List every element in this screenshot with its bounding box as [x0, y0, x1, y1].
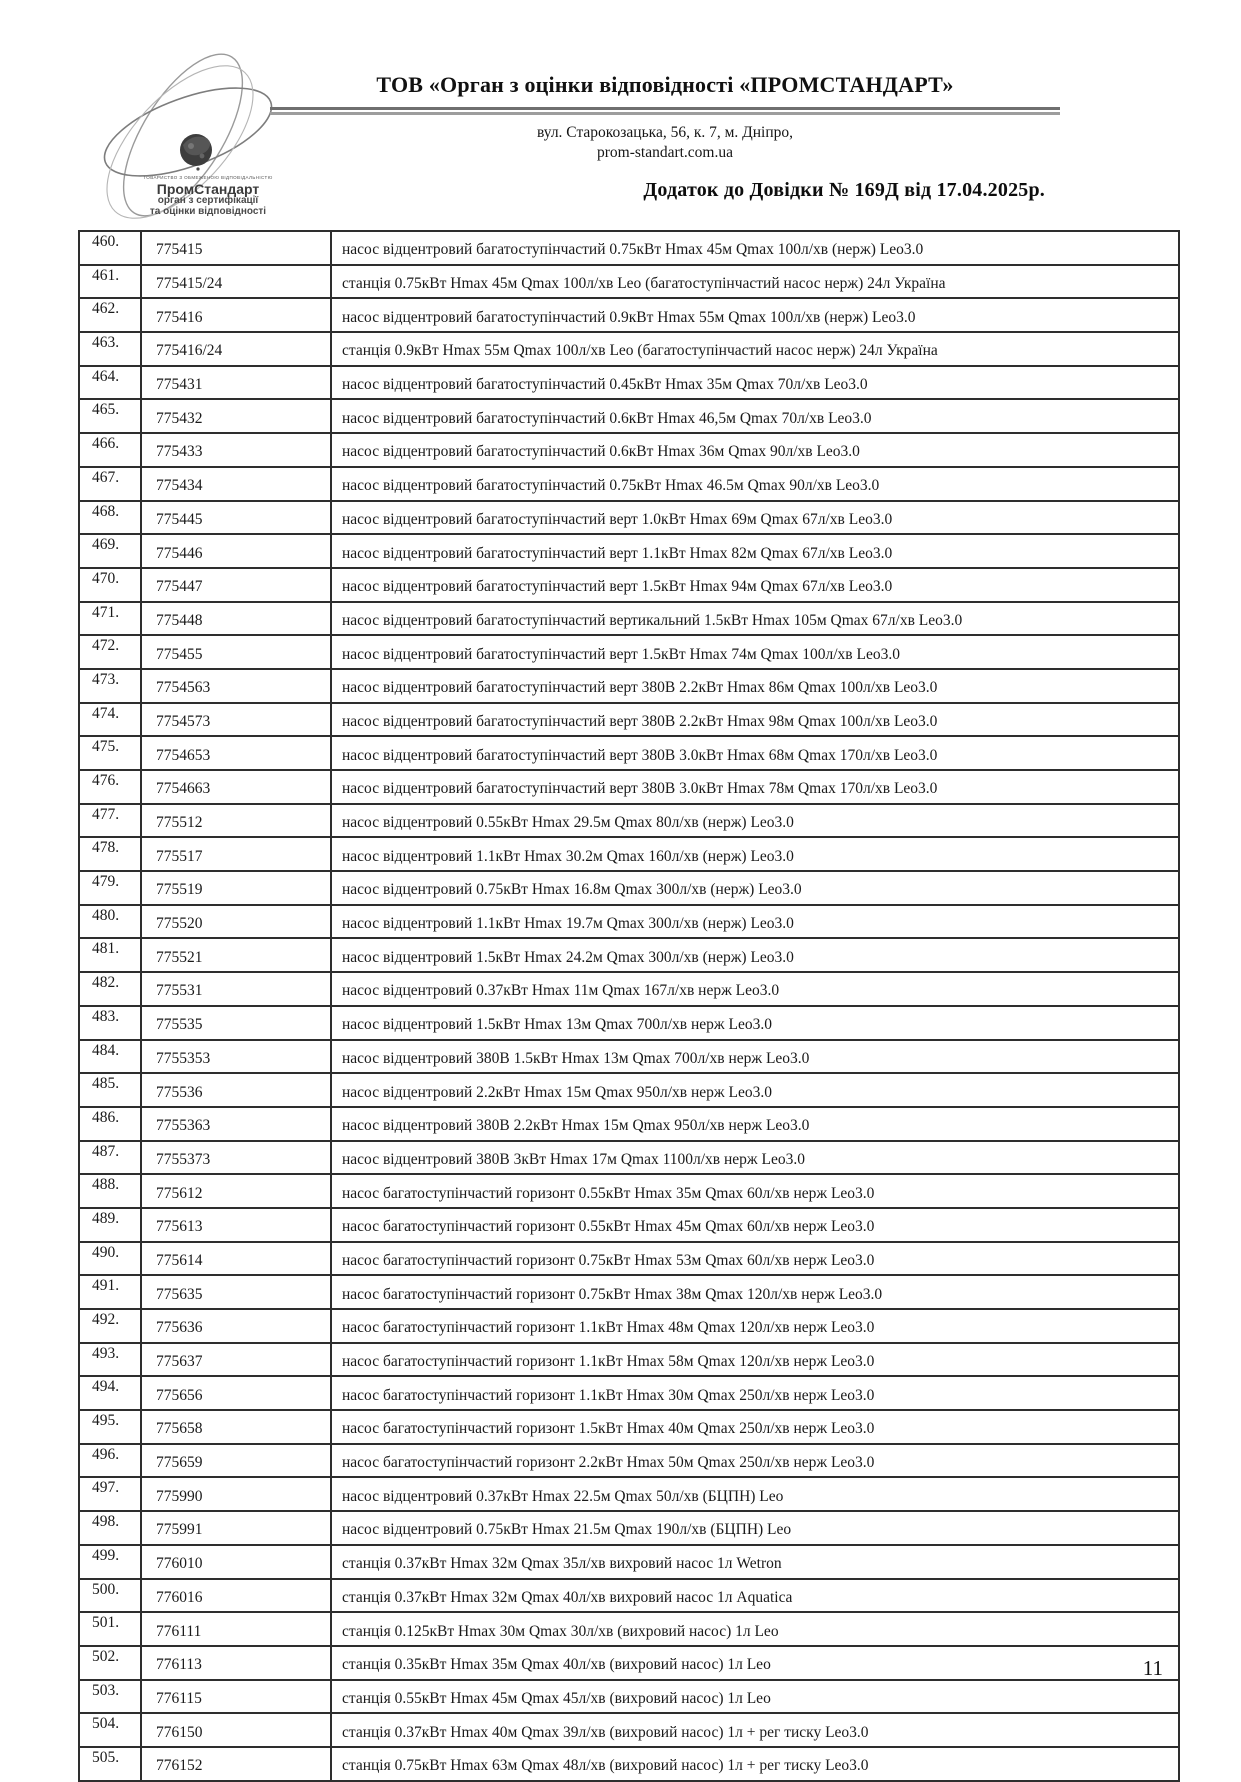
- table-row: [79, 1343, 1179, 1377]
- company-name: ТОВ «Орган з оцінки відповідності «ПРОМСТАНДАРТ»: [376, 72, 954, 97]
- product-code-cell: 775536: [141, 1073, 331, 1107]
- table-row: [79, 1444, 1179, 1478]
- row-number-cell: 473.: [79, 669, 141, 703]
- product-code-cell: 775635: [141, 1275, 331, 1309]
- product-code-cell: 775431: [141, 366, 331, 400]
- product-description-cell: насос відцентровий багатоступінчастий верт 380В 3.0кВт Hmax 68м Qmax 170л/хв Leo3.0: [331, 736, 1179, 770]
- table-row: [79, 1208, 1179, 1242]
- table-row: [79, 534, 1179, 568]
- row-number-cell: 499.: [79, 1545, 141, 1579]
- row-number-cell: 482.: [79, 972, 141, 1006]
- product-code-cell: 775433: [141, 433, 331, 467]
- row-number-cell: 485.: [79, 1073, 141, 1107]
- row-number-cell: 486.: [79, 1107, 141, 1141]
- product-description-cell: насос відцентровий багатоступінчастий верт 380В 2.2кВт Hmax 98м Qmax 100л/хв Leo3.0: [331, 703, 1179, 737]
- row-number-cell: 479.: [79, 871, 141, 905]
- table-row: [79, 602, 1179, 636]
- product-description-cell: насос відцентровий багатоступінчастий верт 380В 2.2кВт Hmax 86м Qmax 100л/хв Leo3.0: [331, 669, 1179, 703]
- row-number-cell: 504.: [79, 1713, 141, 1747]
- product-description-cell: насос відцентровий багатоступінчастий 0.75кВт Hmax 45м Qmax 100л/хв (нерж) Leo3.0: [331, 231, 1179, 265]
- table-row: [79, 1006, 1179, 1040]
- header-divider: [270, 107, 1060, 115]
- product-code-cell: 775446: [141, 534, 331, 568]
- table-row: [79, 399, 1179, 433]
- table-row: [79, 770, 1179, 804]
- product-code-cell: 775519: [141, 871, 331, 905]
- table-row: [79, 433, 1179, 467]
- product-code-cell: 776113: [141, 1646, 331, 1680]
- product-description-cell: станція 0.37кВт Hmax 32м Qmax 40л/хв вихровий насос 1л Aquatica: [331, 1579, 1179, 1613]
- table-row: [79, 231, 1179, 265]
- row-number-cell: 505.: [79, 1747, 141, 1781]
- product-code-cell: 775991: [141, 1511, 331, 1545]
- row-number-cell: 476.: [79, 770, 141, 804]
- table-row: [79, 1545, 1179, 1579]
- product-code-cell: 775636: [141, 1309, 331, 1343]
- row-number-cell: 468.: [79, 501, 141, 535]
- product-description-cell: насос відцентровий 1.5кВт Hmax 24.2м Qmax 300л/хв (нерж) Leo3.0: [331, 938, 1179, 972]
- row-number-cell: 489.: [79, 1208, 141, 1242]
- row-number-cell: 493.: [79, 1343, 141, 1377]
- product-code-cell: 775448: [141, 602, 331, 636]
- table-row: [79, 332, 1179, 366]
- row-number-cell: 494.: [79, 1376, 141, 1410]
- product-code-cell: 775434: [141, 467, 331, 501]
- product-description-cell: станція 0.9кВт Hmax 55м Qmax 100л/хв Leo (багатоступінчастий насос нерж) 24л Україна: [331, 332, 1179, 366]
- product-code-cell: 7754663: [141, 770, 331, 804]
- product-code-cell: 7755353: [141, 1040, 331, 1074]
- product-description-cell: насос багатоступінчастий горизонт 0.55кВт Hmax 45м Qmax 60л/хв нерж Leo3.0: [331, 1208, 1179, 1242]
- table-row: [79, 837, 1179, 871]
- company-address: вул. Старокозацька, 56, к. 7, м. Дніпро,: [536, 124, 794, 141]
- table-row: [79, 703, 1179, 737]
- product-code-cell: 775535: [141, 1006, 331, 1040]
- row-number-cell: 467.: [79, 467, 141, 501]
- product-code-cell: 776010: [141, 1545, 331, 1579]
- row-number-cell: 475.: [79, 736, 141, 770]
- product-description-cell: насос багатоступінчастий горизонт 0.75кВт Hmax 53м Qmax 60л/хв нерж Leo3.0: [331, 1242, 1179, 1276]
- product-description-cell: насос багатоступінчастий горизонт 0.55кВт Hmax 35м Qmax 60л/хв нерж Leo3.0: [331, 1174, 1179, 1208]
- product-description-cell: насос багатоступінчастий горизонт 2.2кВт Hmax 50м Qmax 250л/хв нерж Leo3.0: [331, 1444, 1179, 1478]
- table-row: [79, 1309, 1179, 1343]
- product-description-cell: насос відцентровий 0.37кВт Hmax 22.5м Qmax 50л/хв (БЦПН) Leo: [331, 1477, 1179, 1511]
- row-number-cell: 488.: [79, 1174, 141, 1208]
- table-row: [79, 1275, 1179, 1309]
- product-code-cell: 776016: [141, 1579, 331, 1613]
- product-code-cell: 776115: [141, 1680, 331, 1714]
- row-number-cell: 464.: [79, 366, 141, 400]
- table-row: [79, 1747, 1179, 1781]
- table-row: [79, 1477, 1179, 1511]
- table-row: [79, 265, 1179, 299]
- row-number-cell: 472.: [79, 635, 141, 669]
- product-description-cell: насос відцентровий 1.1кВт Hmax 19.7м Qmax 300л/хв (нерж) Leo3.0: [331, 905, 1179, 939]
- table-row: [79, 736, 1179, 770]
- product-code-cell: 775432: [141, 399, 331, 433]
- table-row: [79, 1073, 1179, 1107]
- product-description-cell: насос багатоступінчастий горизонт 0.75кВт Hmax 38м Qmax 120л/хв нерж Leo3.0: [331, 1275, 1179, 1309]
- product-code-cell: 7754653: [141, 736, 331, 770]
- row-number-cell: 470.: [79, 568, 141, 602]
- row-number-cell: 460.: [79, 231, 141, 265]
- table-row: [79, 366, 1179, 400]
- row-number-cell: 474.: [79, 703, 141, 737]
- table-row: [79, 1713, 1179, 1747]
- table-row: [79, 467, 1179, 501]
- product-description-cell: насос відцентровий 0.75кВт Hmax 16.8м Qmax 300л/хв (нерж) Leo3.0: [331, 871, 1179, 905]
- row-number-cell: 496.: [79, 1444, 141, 1478]
- row-number-cell: 484.: [79, 1040, 141, 1074]
- table-row: [79, 1646, 1179, 1680]
- row-number-cell: 478.: [79, 837, 141, 871]
- row-number-cell: 501.: [79, 1612, 141, 1646]
- product-description-cell: насос багатоступінчастий горизонт 1.1кВт Hmax 30м Qmax 250л/хв нерж Leo3.0: [331, 1376, 1179, 1410]
- row-number-cell: 491.: [79, 1275, 141, 1309]
- product-code-cell: 775517: [141, 837, 331, 871]
- product-code-cell: 775613: [141, 1208, 331, 1242]
- logo-name: ПромСтандарт: [156, 180, 260, 197]
- product-code-cell: 775520: [141, 905, 331, 939]
- product-code-cell: 775416: [141, 298, 331, 332]
- product-description-cell: станція 0.55кВт Hmax 45м Qmax 45л/хв (вихровий насос) 1л Leo: [331, 1680, 1179, 1714]
- table-row: [79, 298, 1179, 332]
- row-number-cell: 483.: [79, 1006, 141, 1040]
- product-description-cell: станція 0.37кВт Hmax 40м Qmax 39л/хв (вихровий насос) 1л + рег тиску Leo3.0: [331, 1713, 1179, 1747]
- row-number-cell: 469.: [79, 534, 141, 568]
- product-description-cell: насос відцентровий 0.75кВт Hmax 21.5м Qmax 190л/хв (БЦПН) Leo: [331, 1511, 1179, 1545]
- product-description-cell: насос відцентровий багатоступінчастий верт 380В 3.0кВт Hmax 78м Qmax 170л/хв Leo3.0: [331, 770, 1179, 804]
- row-number-cell: 498.: [79, 1511, 141, 1545]
- product-description-cell: насос відцентровий 380В 1.5кВт Hmax 13м Qmax 700л/хв нерж Leo3.0: [331, 1040, 1179, 1074]
- table-row: [79, 1174, 1179, 1208]
- product-code-cell: 7755373: [141, 1141, 331, 1175]
- table-row: [79, 972, 1179, 1006]
- row-number-cell: 461.: [79, 265, 141, 299]
- product-code-cell: 775521: [141, 938, 331, 972]
- product-code-cell: 775658: [141, 1410, 331, 1444]
- product-code-cell: 776111: [141, 1612, 331, 1646]
- promstandart-logo: [88, 50, 288, 225]
- product-description-cell: насос відцентровий багатоступінчастий верт 1.1кВт Hmax 82м Qmax 67л/хв Leo3.0: [331, 534, 1179, 568]
- row-number-cell: 492.: [79, 1309, 141, 1343]
- product-description-cell: насос відцентровий багатоступінчастий вертикальний 1.5кВт Hmax 105м Qmax 67л/хв Leo3.0: [331, 602, 1179, 636]
- product-description-cell: насос відцентровий 380В 2.2кВт Hmax 15м Qmax 950л/хв нерж Leo3.0: [331, 1107, 1179, 1141]
- product-code-cell: 775990: [141, 1477, 331, 1511]
- row-number-cell: 497.: [79, 1477, 141, 1511]
- page-number: 11: [1142, 1656, 1163, 1680]
- product-description-cell: насос відцентровий 2.2кВт Hmax 15м Qmax 950л/хв нерж Leo3.0: [331, 1073, 1179, 1107]
- product-description-cell: насос відцентровий багатоступінчастий верт 1.5кВт Hmax 74м Qmax 100л/хв Leo3.0: [331, 635, 1179, 669]
- product-code-cell: 775612: [141, 1174, 331, 1208]
- product-code-cell: 775416/24: [141, 332, 331, 366]
- table-row: [79, 1410, 1179, 1444]
- row-number-cell: 490.: [79, 1242, 141, 1276]
- table-row: [79, 1579, 1179, 1613]
- table-row: [79, 1141, 1179, 1175]
- row-number-cell: 465.: [79, 399, 141, 433]
- row-number-cell: 481.: [79, 938, 141, 972]
- globe-icon: [180, 134, 212, 171]
- product-description-cell: насос відцентровий багатоступінчастий 0.9кВт Hmax 55м Qmax 100л/хв (нерж) Leo3.0: [331, 298, 1179, 332]
- table-row: [79, 1680, 1179, 1714]
- row-number-cell: 480.: [79, 905, 141, 939]
- row-number-cell: 500.: [79, 1579, 141, 1613]
- product-code-cell: 7754573: [141, 703, 331, 737]
- product-code-cell: 775415/24: [141, 265, 331, 299]
- product-description-cell: насос відцентровий 0.37кВт Hmax 11м Qmax 167л/хв нерж Leo3.0: [331, 972, 1179, 1006]
- product-code-cell: 7754563: [141, 669, 331, 703]
- logo-subtitle-line2: та оцінки відповідності: [149, 205, 267, 217]
- company-website: prom-standart.com.ua: [596, 144, 733, 161]
- product-description-cell: станція 0.35кВт Hmax 35м Qmax 40л/хв (вихровий насос) 1л Leo: [331, 1646, 1179, 1680]
- table-row: [79, 871, 1179, 905]
- product-description-cell: насос відцентровий 1.1кВт Hmax 30.2м Qmax 160л/хв (нерж) Leo3.0: [331, 837, 1179, 871]
- product-description-cell: станція 0.125кВт Hmax 30м Qmax 30л/хв (вихровий насос) 1л Leo: [331, 1612, 1179, 1646]
- product-code-cell: 775637: [141, 1343, 331, 1377]
- product-code-cell: 776150: [141, 1713, 331, 1747]
- annex-title: Додаток до Довідки № 169Д від 17.04.2025р.: [643, 179, 1045, 201]
- table-row: [79, 1040, 1179, 1074]
- table-row: [79, 1107, 1179, 1141]
- product-description-cell: насос відцентровий 1.5кВт Hmax 13м Qmax 700л/хв нерж Leo3.0: [331, 1006, 1179, 1040]
- logo-subtitle-line1: орган з сертифікації: [157, 195, 259, 207]
- product-description-cell: насос відцентровий багатоступінчастий 0.45кВт Hmax 35м Qmax 70л/хв Leo3.0: [331, 366, 1179, 400]
- table-row: [79, 669, 1179, 703]
- row-number-cell: 462.: [79, 298, 141, 332]
- row-number-cell: 502.: [79, 1646, 141, 1680]
- product-code-cell: 7755363: [141, 1107, 331, 1141]
- product-code-cell: 775512: [141, 804, 331, 838]
- product-description-cell: насос багатоступінчастий горизонт 1.1кВт Hmax 58м Qmax 120л/хв нерж Leo3.0: [331, 1343, 1179, 1377]
- table-row: [79, 1242, 1179, 1276]
- product-code-cell: 775659: [141, 1444, 331, 1478]
- product-description-cell: станція 0.75кВт Hmax 45м Qmax 100л/хв Leo (багатоступінчастий насос нерж) 24л Україна: [331, 265, 1179, 299]
- product-code-cell: 775455: [141, 635, 331, 669]
- table-row: [79, 1376, 1179, 1410]
- logo-tiny-caption: ТОВАРИСТВО З ОБМЕЖЕНОЮ ВІДПОВІДАЛЬНІСТЮ: [143, 176, 273, 180]
- table-row: [79, 568, 1179, 602]
- products-table: [78, 230, 1180, 1782]
- product-description-cell: насос відцентровий багатоступінчастий верт 1.5кВт Hmax 94м Qmax 67л/хв Leo3.0: [331, 568, 1179, 602]
- product-code-cell: 775415: [141, 231, 331, 265]
- product-description-cell: насос відцентровий багатоступінчастий верт 1.0кВт Hmax 69м Qmax 67л/хв Leo3.0: [331, 501, 1179, 535]
- product-code-cell: 775656: [141, 1376, 331, 1410]
- row-number-cell: 463.: [79, 332, 141, 366]
- row-number-cell: 487.: [79, 1141, 141, 1175]
- table-row: [79, 635, 1179, 669]
- row-number-cell: 503.: [79, 1680, 141, 1714]
- table-row: [79, 1612, 1179, 1646]
- letterhead: [270, 72, 1060, 162]
- product-description-cell: насос відцентровий 0.55кВт Hmax 29.5м Qmax 80л/хв (нерж) Leo3.0: [331, 804, 1179, 838]
- product-description-cell: насос багатоступінчастий горизонт 1.1кВт Hmax 48м Qmax 120л/хв нерж Leo3.0: [331, 1309, 1179, 1343]
- row-number-cell: 466.: [79, 433, 141, 467]
- table-row: [79, 501, 1179, 535]
- row-number-cell: 495.: [79, 1410, 141, 1444]
- product-code-cell: 776152: [141, 1747, 331, 1781]
- row-number-cell: 471.: [79, 602, 141, 636]
- table-row: [79, 938, 1179, 972]
- row-number-cell: 477.: [79, 804, 141, 838]
- product-description-cell: насос багатоступінчастий горизонт 1.5кВт Hmax 40м Qmax 250л/хв нерж Leo3.0: [331, 1410, 1179, 1444]
- table-row: [79, 1511, 1179, 1545]
- product-code-cell: 775531: [141, 972, 331, 1006]
- product-description-cell: станція 0.75кВт Hmax 63м Qmax 48л/хв (вихровий насос) 1л + рег тиску Leo3.0: [331, 1747, 1179, 1781]
- product-code-cell: 775614: [141, 1242, 331, 1276]
- table-row: [79, 804, 1179, 838]
- product-code-cell: 775445: [141, 501, 331, 535]
- product-description-cell: насос відцентровий 380В 3кВт Hmax 17м Qmax 1100л/хв нерж Leo3.0: [331, 1141, 1179, 1175]
- product-description-cell: насос відцентровий багатоступінчастий 0.6кВт Hmax 46,5м Qmax 70л/хв Leo3.0: [331, 399, 1179, 433]
- product-code-cell: 775447: [141, 568, 331, 602]
- product-description-cell: насос відцентровий багатоступінчастий 0.6кВт Hmax 36м Qmax 90л/хв Leo3.0: [331, 433, 1179, 467]
- product-description-cell: насос відцентровий багатоступінчастий 0.75кВт Hmax 46.5м Qmax 90л/хв Leo3.0: [331, 467, 1179, 501]
- product-description-cell: станція 0.37кВт Hmax 32м Qmax 35л/хв вихровий насос 1л Wetron: [331, 1545, 1179, 1579]
- table-row: [79, 905, 1179, 939]
